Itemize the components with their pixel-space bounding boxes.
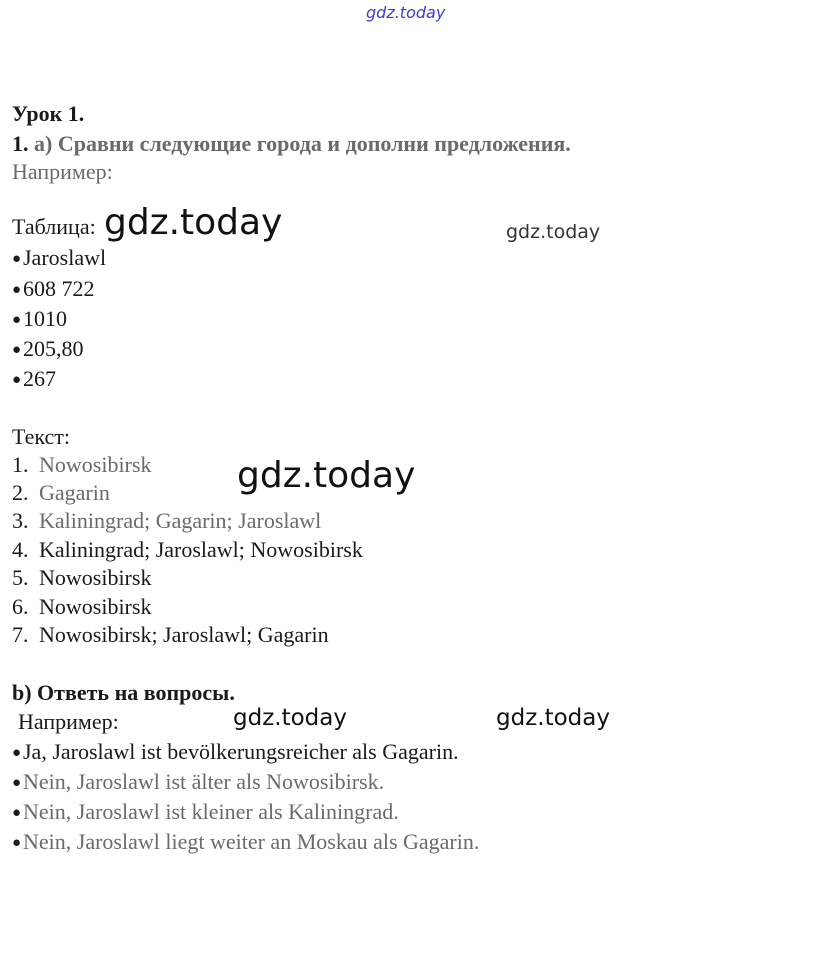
- text-item: 2. Gagarin: [12, 480, 110, 505]
- task-1-number: 1.: [12, 131, 29, 156]
- text-item: 4. Kaliningrad; Jaroslawl; Nowosibirsk: [12, 537, 363, 562]
- text-item: 3. Kaliningrad; Gagarin; Jaroslawl: [12, 508, 322, 533]
- watermark-example-1: gdz.today: [233, 705, 347, 731]
- text-item: 7. Nowosibirsk; Jaroslawl; Gagarin: [12, 622, 329, 647]
- lesson-title: Урок 1.: [12, 101, 85, 126]
- table-item: ●1010: [12, 306, 67, 331]
- table-item: ●608 722: [12, 276, 95, 301]
- watermark-example-2: gdz.today: [496, 705, 610, 731]
- bullet-icon: ●: [12, 282, 22, 298]
- bullet-icon: ●: [12, 775, 22, 791]
- watermark-table-large: gdz.today: [104, 202, 283, 243]
- answer-item: ●Nein, Jaroslawl ist kleiner als Kaliningrad.: [12, 799, 399, 824]
- text-item: 5. Nowosibirsk: [12, 565, 152, 590]
- bullet-icon: ●: [12, 251, 22, 267]
- text-label: Текст:: [12, 424, 70, 449]
- answer-item: ●Ja, Jaroslawl ist bevölkerungsreicher als Gagarin.: [12, 739, 459, 764]
- task-1-example-label: Например:: [12, 159, 113, 184]
- text-item: 6. Nowosibirsk: [12, 594, 152, 619]
- watermark-top: gdz.today: [366, 3, 446, 22]
- watermark-text-large: gdz.today: [237, 455, 416, 496]
- table-item: ●Jaroslawl: [12, 245, 107, 270]
- bullet-icon: ●: [12, 372, 22, 388]
- table-item: ●205,80: [12, 336, 84, 361]
- task-1-heading: [12, 131, 571, 157]
- task-b-heading: b) Ответь на вопросы.: [12, 680, 235, 705]
- task-1-heading-text: a) Сравни следующие города и дополни предложения.: [34, 131, 571, 156]
- answer-item: ●Nein, Jaroslawl ist älter als Nowosibirsk.: [12, 769, 385, 794]
- table-item: ●267: [12, 366, 56, 391]
- watermark-table-small: gdz.today: [506, 221, 601, 243]
- bullet-icon: ●: [12, 342, 22, 358]
- bullet-icon: ●: [12, 745, 22, 761]
- bullet-icon: ●: [12, 312, 22, 328]
- text-item: 1. Nowosibirsk: [12, 452, 152, 477]
- bullet-icon: ●: [12, 805, 22, 821]
- answer-item: ●Nein, Jaroslawl liegt weiter an Moskau als Gagarin.: [12, 829, 480, 854]
- task-b-example-label: Например:: [18, 709, 119, 734]
- table-label: Таблица:: [12, 214, 96, 239]
- bullet-icon: ●: [12, 835, 22, 851]
